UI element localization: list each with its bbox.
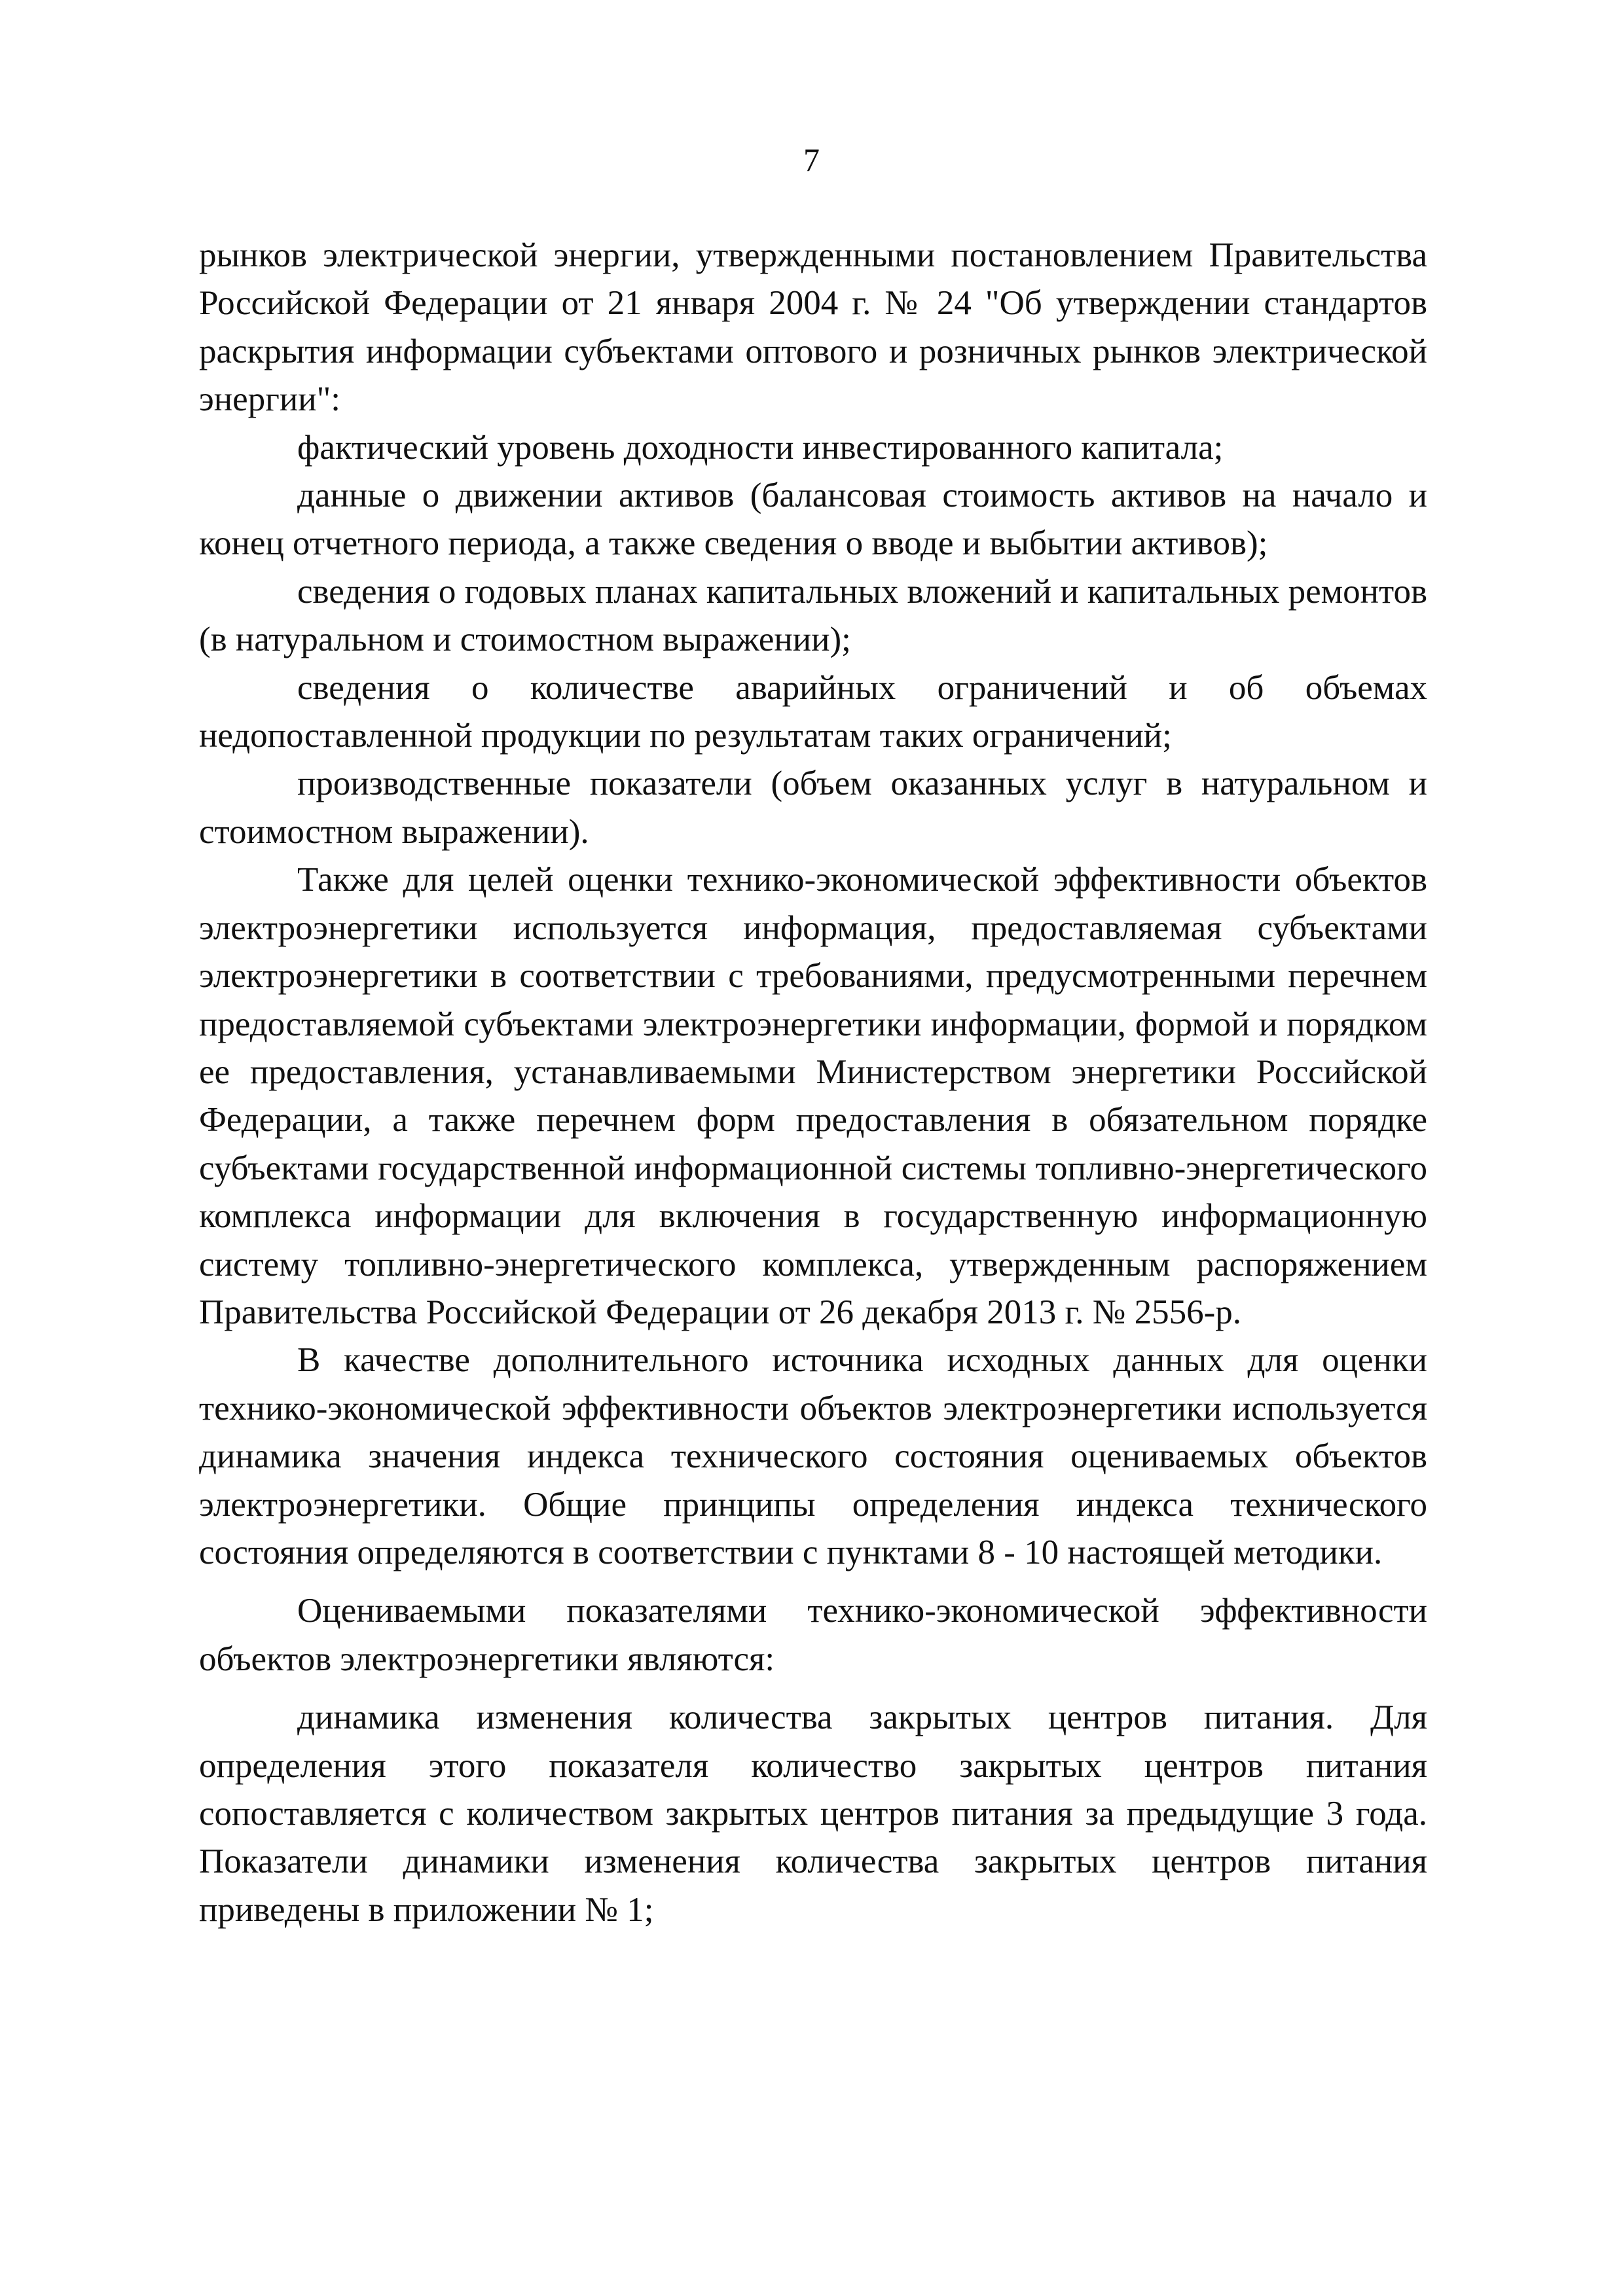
paragraph-technical-condition-index: В качестве дополнительного источника исходных данных для оценки технико-экономической эффективности объектов электроэнергетики используется динамика значения индекса технического состояния оцениваемых объектов электроэнергетики. Общие принципы определения индекса технического состояния определяются в соответствии с пунктами 8 - 10 настоящей методики. (199, 1341, 1427, 1571)
paragraph-additional-information: Также для целей оценки технико-экономической эффективности объектов электроэнергетики используется информация, предоставляемая субъектами электроэнергетики в соответствии с требованиями, предусмотренными перечнем предоставляемой субъектами электроэнергетики информации, формой и порядком ее предоставления, устанавливаемыми Министерством энергетики Российской Федерации, а также перечнем форм предоставления в обязательном порядке субъектами государственной информационной системы топливно-энергетического комплекса информации для включения в государственную информационную систему топливно-энергетического комплекса, утвержденным распоряжением Правительства Российской Федерации от 26 декабря 2013 г. № 2556-р. (199, 861, 1427, 1331)
list-item-emergency-restrictions: сведения о количестве аварийных ограничений и об объемах недопоставленной продукции по результатам таких ограничений; (199, 668, 1427, 755)
list-item-production-indicators: производственные показатели (объем оказанных услуг в натуральном и стоимостном выражении). (199, 764, 1427, 851)
document-body (199, 232, 1427, 1934)
list-item-closed-power-centers: динамика изменения количества закрытых центров питания. Для определения этого показателя количество закрытых центров питания сопоставляется с количеством закрытых центров питания за предыдущие 3 года. Показатели динамики изменения количества закрытых центров питания приведены в приложении № 1; (199, 1698, 1427, 1929)
list-item-capital-plans: сведения о годовых планах капитальных вложений и капитальных ремонтов (в натуральном и стоимостном выражении); (199, 572, 1427, 659)
list-item-investment-return: фактический уровень доходности инвестированного капитала; (297, 428, 1224, 467)
paragraph-continuation: рынков электрической энергии, утвержденными постановлением Правительства Российской Федерации от 21 января 2004 г. № 24 "Об утверждении стандартов раскрытия информации субъектами оптового и розничных рынков электрической энергии": (199, 236, 1427, 419)
paragraph-evaluated-indicators: Оцениваемыми показателями технико-экономической эффективности объектов электроэнергетики являются: (199, 1592, 1427, 1678)
page-number: 7 (803, 141, 820, 178)
list-item-asset-movement: данные о движении активов (балансовая стоимость активов на начало и конец отчетного периода, а также сведения о вводе и выбытии активов); (199, 476, 1427, 563)
